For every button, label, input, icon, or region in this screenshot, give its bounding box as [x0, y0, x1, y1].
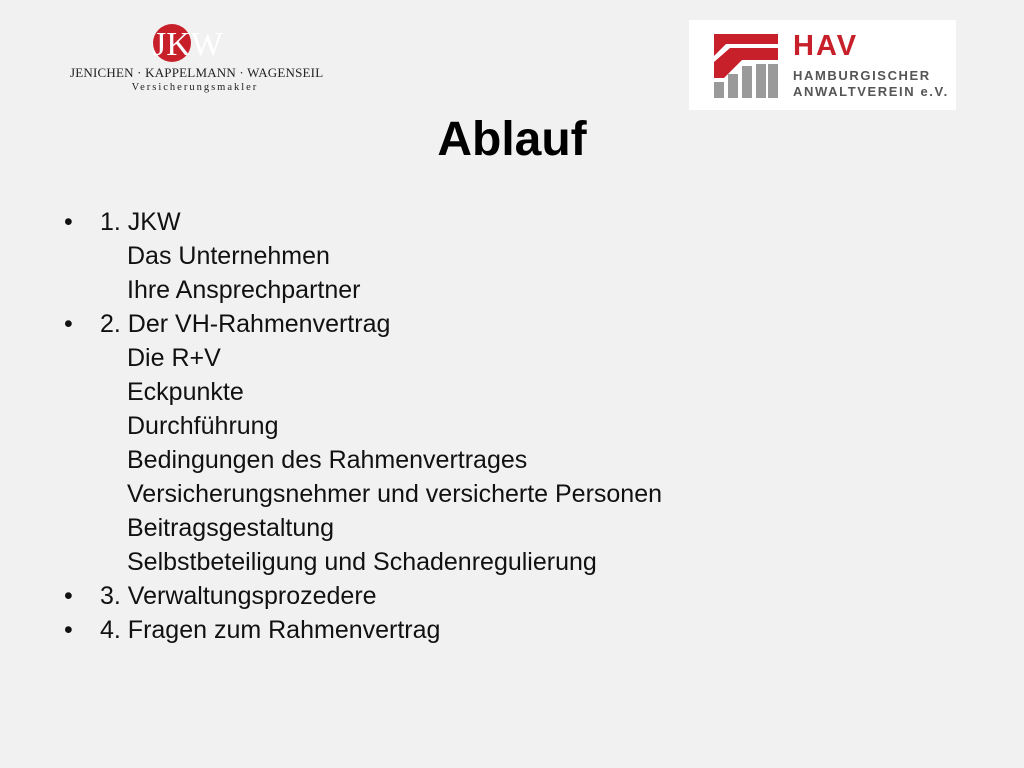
agenda-item-label: 2. Der VH-Rahmenvertrag [100, 310, 391, 338]
jkw-mark-text: JKW [153, 26, 223, 63]
agenda-subitem: Selbstbeteiligung und Schadenregulierung [127, 548, 597, 576]
agenda-subitem: Versicherungsnehmer und versicherte Personen [127, 480, 663, 508]
agenda-item-2 [60, 307, 1000, 579]
agenda-subitem: Durchführung [127, 412, 279, 440]
hav-logo [689, 20, 956, 110]
bullet: • [64, 582, 73, 610]
agenda-subitem: Eckpunkte [127, 378, 244, 406]
bullet: • [64, 616, 73, 644]
hav-line-2: ANWALTVEREIN e.V. [793, 84, 949, 99]
jkw-company-names: JENICHEN · KAPPELMANN · WAGENSEIL [70, 65, 324, 80]
agenda-item-3 [60, 579, 1000, 613]
slide-title: Ablauf [437, 113, 587, 166]
jkw-logo [70, 22, 324, 97]
hav-emblem-icon [714, 34, 778, 98]
hav-title: HAV [793, 30, 859, 62]
bullet: • [64, 310, 73, 338]
jkw-subtitle: Versicherungsmakler [131, 82, 259, 93]
agenda-subitem: Bedingungen des Rahmenvertrages [127, 446, 528, 474]
agenda-subitem: Die R+V [127, 344, 221, 372]
agenda-subitem: Das Unternehmen [127, 242, 330, 270]
agenda-item-1 [60, 205, 1000, 307]
jkw-monogram-logo [150, 22, 240, 64]
agenda-item-label: 3. Verwaltungsprozedere [100, 582, 377, 610]
hav-line-1: HAMBURGISCHER [793, 68, 931, 83]
agenda-list [60, 205, 1000, 647]
agenda-item-4 [60, 613, 1000, 647]
agenda-item-label: 1. JKW [100, 208, 181, 236]
bullet: • [64, 208, 73, 236]
agenda-subitem: Ihre Ansprechpartner [127, 276, 361, 304]
agenda-item-label: 4. Fragen zum Rahmenvertrag [100, 616, 441, 644]
agenda-subitem: Beitragsgestaltung [127, 514, 335, 542]
